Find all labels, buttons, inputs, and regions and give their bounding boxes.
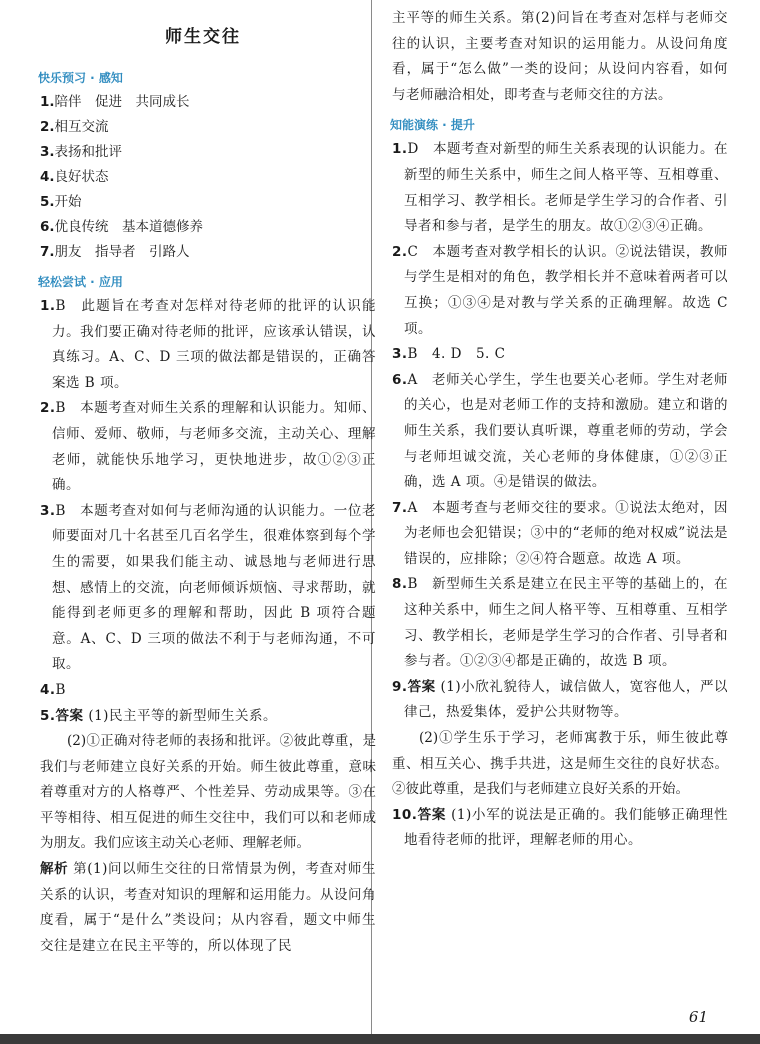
list-item: 7.朋友 指导者 引路人 (40, 244, 190, 260)
right-column (382, 0, 728, 854)
answer-item: 6.A 老师关心学生，学生也要关心老师。学生对老师的关心，也是对老师工作的支持和激励。建立和谐的师生关系，我们要认真听课，尊重老师的劳动，学会与老师坦诚交流，关心老师的身体健康，①②③正确，选 A 项。④是错误的做法。 (392, 371, 728, 491)
answer-item: 2.B 本题考查对师生关系的理解和认识能力。知师、信师、爱师、敬师，与老师多交流，主动关心、理解老师，就能快乐地学习，更快地进步，故①②③正确。 (40, 400, 376, 494)
left-column (30, 0, 376, 959)
section-heading-practice: 轻松尝试 · 应用 (38, 275, 123, 289)
answer-5-part2: (2)①正确对待老师的表扬和批评。②彼此尊重，是我们与老师建立良好关系的开始。师生彼此尊重，意味着尊重对方的人格尊严、个性差异、劳动成果等。③在平等相待、相互促进的师生交往中，我们可以和老师成为朋友。我们应该主动关心老师、理解老师。 (40, 733, 376, 852)
answer-item-10: 10.答案 (1)小军的说法是正确的。我们能够正确理性地看待老师的批评，理解老师的用心。 (392, 806, 728, 849)
answer-item: 1.B 此题旨在考查对怎样对待老师的批评的认识能力。我们要正确对待老师的批评，应该承认错误，认真练习。A、C、D 三项的做法都是错误的，正确答案选 B 项。 (40, 298, 376, 391)
answer-item-9: 9.答案 (1)小欣礼貌待人，诚信做人，宽容他人，严以律己，热爱集体，爱护公共财物等。 (392, 678, 729, 721)
page-number: 61 (688, 1008, 708, 1026)
list-item: 1.陪伴 促进 共同成长 (40, 94, 190, 110)
answer-item: 1.D 本题考查对新型的师生关系表现的认识能力。在新型的师生关系中，师生之间人格平等、互相尊重、互相学习、教学相长。老师是学生学习的合作者、引导者和参与者，是学生的朋友。故①②③④正确。 (392, 141, 728, 235)
footer-bar (0, 1034, 760, 1044)
list-item: 2.相互交流 (40, 119, 109, 135)
analysis-5-continued: 主平等的师生关系。第(2)问旨在考查对怎样与老师交往的认识，主要考查对知识的运用能力。从设问角度看，属于“怎么做”一类的设问；从设问内容看，如何与老师融洽相处，即考查与老师交往的方法。 (392, 10, 728, 103)
preview-list (30, 90, 376, 265)
answer-item: 3.B 4. D 5. C (392, 346, 506, 363)
answer-item: 3.B 本题考查对如何与老师沟通的认识能力。一位老师要面对几十名甚至几百名学生，很难体察到每个学生的需要，如果我们能主动、诚恳地与老师进行思想、感情上的交流，向老师倾诉烦恼、寻求帮助，就能得到老师更多的理解和帮助，因此 B 项符合题意。A、C、D 三项的做法不利于与老师沟通，不可取。 (40, 502, 376, 673)
list-item: 6.优良传统 基本道德修养 (40, 219, 204, 235)
answer-9-part2: (2)①学生乐于学习，老师寓教于乐，师生彼此尊重、相互关心、携手共进，这是师生交往的良好状态。②彼此尊重，是我们与老师建立良好关系的开始。 (392, 730, 728, 798)
list-item: 4.良好状态 (40, 169, 109, 185)
section-heading-improve: 知能演练 · 提升 (390, 118, 475, 133)
list-item: 3.表扬和批评 (40, 144, 123, 160)
answer-item: 7.A 本题考查与老师交往的要求。①说法太绝对，因为老师也会犯错误；③中的“老师的绝对权威”说法是错误的，应排除；②④符合题意。故选 A 项。 (392, 499, 728, 567)
list-item: 5.开始 (40, 194, 82, 210)
answer-item: 2.C 本题考查对教学相长的认识。②说法错误，教师与学生是相对的角色，教学相长并不意味着两者可以互换；①③④是对教与学关系的正确理解。故选 C 项。 (392, 243, 728, 337)
page-title: 师生交往 (165, 27, 241, 47)
answer-item: 8.B 新型师生关系是建立在民主平等的基础上的，在这种关系中，师生之间人格平等、互相尊重、互相学习、教学相长，老师是学生学习的合作者、引导者和参与者。①②③④都是正确的，故选 B 项。 (392, 576, 728, 670)
answer-item-5: 5.答案 (1)民主平等的新型师生关系。 (40, 707, 277, 724)
analysis-5: 解析 第(1)问以师生交往的日常情景为例，考查对师生关系的认识，考查对知识的理解和运用能力。从设问角度看，属于“是什么”类设问；从内容看，题文中师生交往是建立在民主平等的，所以体现了民 (40, 861, 377, 954)
answer-item: 4.B (40, 681, 66, 698)
section-heading-preview: 快乐预习 · 感知 (38, 71, 123, 85)
